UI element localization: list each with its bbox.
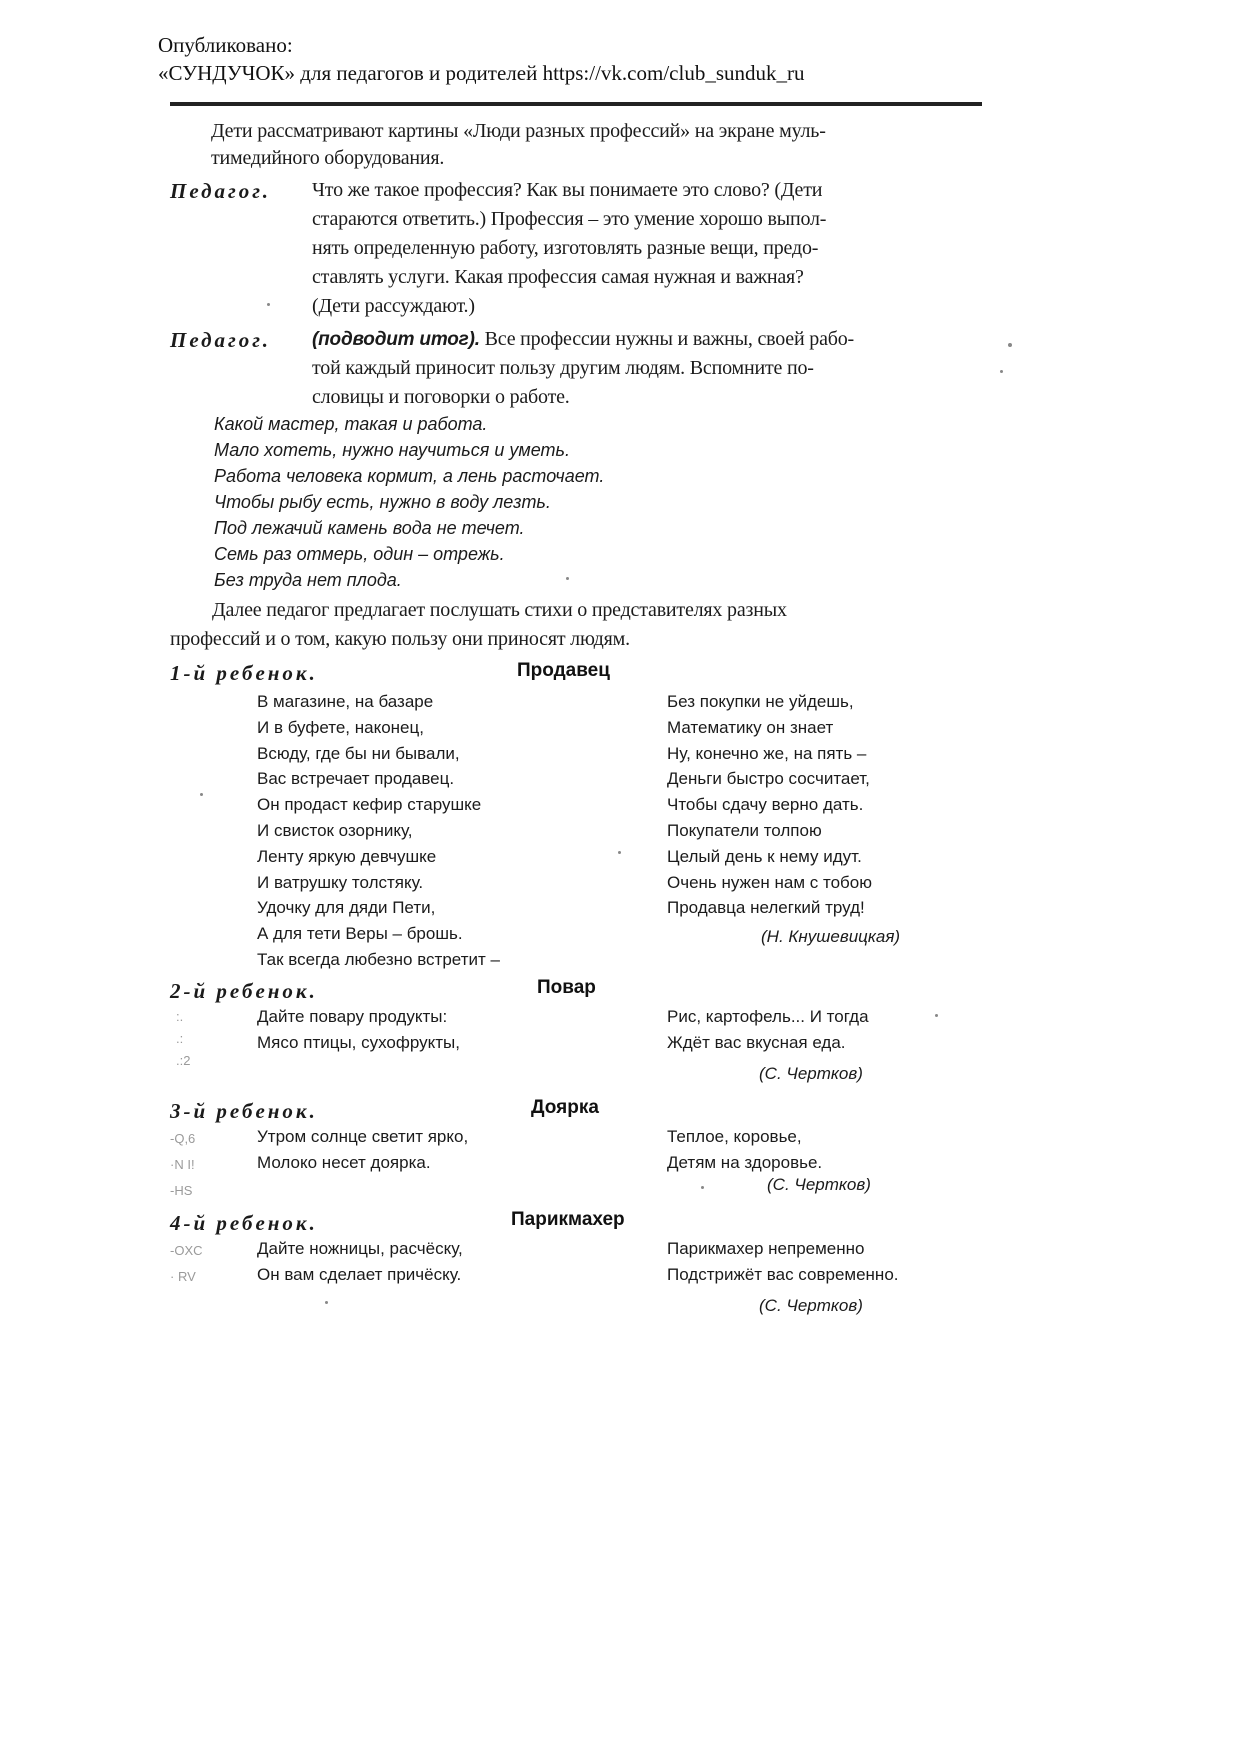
- poem-line: И ватрушку толстяку.: [257, 872, 424, 892]
- proverb: Мало хотеть, нужно научиться и уметь.: [214, 440, 570, 460]
- proverb: Чтобы рыбу есть, нужно в воду лезть.: [214, 492, 551, 512]
- speech-line: ставлять услуги. Какая профессия самая нужная и важная?: [312, 266, 804, 288]
- child-role-label: 4-й ребенок.: [170, 1211, 318, 1235]
- poem-line: Математику он знает: [667, 717, 834, 737]
- poem-right-column: [667, 1124, 822, 1176]
- poem-line: Очень нужен нам с тобою: [667, 872, 872, 892]
- poem-line: Покупатели толпою: [667, 820, 822, 840]
- scan-speck: [566, 577, 569, 580]
- poem-line: Парикмахер непременно: [667, 1239, 865, 1258]
- poem-line: Молоко несет доярка.: [257, 1152, 431, 1172]
- poem-title: Доярка: [531, 1097, 599, 1118]
- poem-line: Подстрижёт вас современно.: [667, 1264, 899, 1284]
- poem-author: (Н. Кнушевицкая): [761, 927, 901, 946]
- poem-left-column: [257, 689, 500, 973]
- teacher-speech-2: [312, 325, 854, 412]
- poem-line: Ну, конечно же, на пять –: [667, 743, 867, 763]
- speech-line: (Дети рассуждают.): [312, 295, 475, 317]
- poem-author: (С. Чертков): [759, 1296, 863, 1315]
- speech-line: словицы и поговорки о работе.: [312, 386, 570, 408]
- poem-line: Продавца нелегкий труд!: [667, 898, 865, 918]
- poem-line: Теплое, коровье,: [667, 1127, 802, 1146]
- poem-left-column: [257, 1236, 463, 1288]
- poem-line: Деньги быстро сосчитает,: [667, 769, 870, 789]
- poem-line: Ждёт вас вкусная еда.: [667, 1032, 846, 1052]
- poem-line: Дайте повару продукты:: [257, 1007, 448, 1026]
- scan-speck: [701, 1186, 704, 1189]
- poem-title: Повар: [537, 977, 596, 998]
- speech-line: стараются ответить.) Профессия – это умение хорошо выпол-: [312, 208, 827, 230]
- poem-line: Детям на здоровье.: [667, 1152, 823, 1172]
- poem-line: А для тети Веры – брошь.: [257, 924, 463, 944]
- poem-right-column: [667, 689, 872, 921]
- margin-mark: -OXC: [170, 1243, 203, 1258]
- proverb: Под лежачий камень вода не течет.: [214, 518, 525, 538]
- margin-mark: .:2: [176, 1053, 191, 1068]
- poem-line: Без покупки не уйдешь,: [667, 692, 854, 711]
- poem-author: (С. Чертков): [759, 1064, 863, 1083]
- poem-line: Удочку для дяди Пети,: [257, 898, 436, 918]
- intro-line: Дети рассматривают картины «Люди разных профессий» на экране муль-: [211, 120, 826, 142]
- header-divider: [170, 102, 982, 106]
- poem-line: Мясо птицы, сухофрукты,: [257, 1032, 460, 1052]
- poem-line: В магазине, на базаре: [257, 692, 434, 711]
- poem-right-column: [667, 1004, 869, 1056]
- proverb: Какой мастер, такая и работа.: [214, 414, 488, 434]
- scan-speck: [267, 303, 270, 306]
- scan-speck: [1008, 343, 1012, 347]
- published-label: Опубликовано:: [158, 33, 293, 57]
- margin-mark: · RV: [170, 1269, 196, 1284]
- poem-line: Целый день к нему идут.: [667, 846, 862, 866]
- scan-speck: [325, 1301, 328, 1304]
- proverb: Работа человека кормит, а лень расточает.: [214, 466, 605, 486]
- proverb: Без труда нет плода.: [214, 570, 402, 590]
- scan-speck: [1000, 370, 1003, 373]
- poem-line: Рис, картофель... И тогда: [667, 1007, 869, 1026]
- poem-line: Ленту яркую девчушке: [257, 846, 437, 866]
- poem-line: Всюду, где бы ни бывали,: [257, 743, 460, 763]
- scan-speck: [618, 851, 621, 854]
- poem-line: И свисток озорнику,: [257, 820, 413, 840]
- transition-paragraph: [170, 596, 787, 654]
- margin-mark: -Q,6: [170, 1131, 196, 1146]
- child-role-label: 2-й ребенок.: [170, 979, 318, 1003]
- poem-line: И в буфете, наконец,: [257, 717, 424, 737]
- poem-title: Продавец: [517, 660, 610, 681]
- teacher-role-label: Педагог.: [170, 328, 272, 352]
- stage-remark: (подводит итог).: [312, 329, 480, 350]
- proverb: Семь раз отмерь, один – отрежь.: [214, 544, 505, 564]
- child-role-label: 1-й ребенок.: [170, 661, 318, 685]
- margin-marks: [170, 1126, 195, 1204]
- poem-line: Он вам сделает причёску.: [257, 1264, 462, 1284]
- poem-title: Парикмахер: [511, 1209, 625, 1230]
- poem-line: Дайте ножницы, расчёску,: [257, 1239, 463, 1258]
- margin-marks: [176, 1006, 190, 1072]
- scan-speck: [200, 793, 203, 796]
- speech-line: нять определенную работу, изготовлять разные вещи, предо-: [312, 237, 819, 259]
- child-role-label: 3-й ребенок.: [170, 1099, 318, 1123]
- teacher-role-label: Педагог.: [170, 179, 272, 203]
- poem-line: Чтобы сдачу верно дать.: [667, 795, 864, 815]
- margin-marks: [170, 1238, 203, 1290]
- teacher-speech-1: [312, 176, 826, 321]
- intro-paragraph: [211, 118, 826, 172]
- poem-line: Так всегда любезно встретит –: [257, 949, 500, 969]
- poem-left-column: [257, 1124, 468, 1176]
- speech-text: Все профессии нужны и важны, своей рабо-: [479, 328, 855, 350]
- poem-line: Он продаст кефир старушке: [257, 795, 482, 815]
- margin-mark: ·N I!: [170, 1157, 195, 1172]
- poem-line: Вас встречает продавец.: [257, 769, 455, 789]
- margin-mark: -HS: [170, 1183, 193, 1198]
- speech-line: Что же такое профессия? Как вы понимаете это слово? (Дети: [312, 179, 823, 201]
- scan-speck: [935, 1014, 938, 1017]
- poem-right-column: [667, 1236, 899, 1288]
- transition-line: Далее педагог предлагает послушать стихи о представителях разных: [212, 599, 787, 621]
- proverbs-list: [214, 411, 604, 593]
- margin-mark: .:: [176, 1031, 184, 1046]
- poem-left-column: [257, 1004, 460, 1056]
- speech-line: [312, 325, 854, 354]
- transition-line: профессий и о том, какую пользу они приносят людям.: [170, 628, 630, 650]
- source-credit: «СУНДУЧОК» для педагогов и родителей https://vk.com/club_sunduk_ru: [158, 61, 805, 85]
- poem-author: (С. Чертков): [767, 1175, 871, 1194]
- margin-mark: :.: [176, 1009, 184, 1024]
- intro-line: тимедийного оборудования.: [211, 147, 445, 169]
- poem-line: Утром солнце светит ярко,: [257, 1127, 469, 1146]
- speech-line: той каждый приносит пользу другим людям. Вспомните по-: [312, 357, 814, 379]
